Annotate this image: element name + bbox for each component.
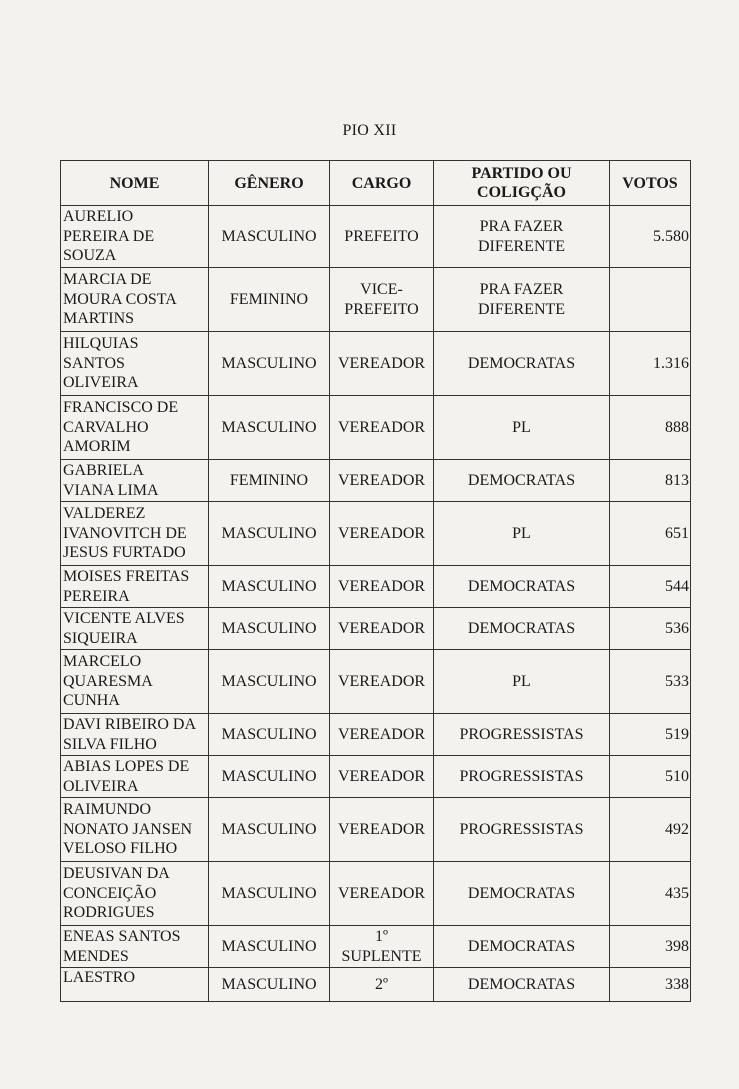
cell-votos: 651 [610,502,691,566]
cell-partido: PL [434,396,610,460]
cell-genero: MASCULINO [209,608,330,650]
table-row [61,862,691,926]
cell-cargo: VEREADOR [330,650,434,714]
cell-genero: MASCULINO [209,968,330,1002]
cell-genero: MASCULINO [209,396,330,460]
cell-nome: RAIMUNDO NONATO JANSEN VELOSO FILHO [61,798,209,862]
table-row [61,332,691,396]
cell-votos: 888 [610,396,691,460]
cell-votos: 510 [610,756,691,798]
cell-votos: 492 [610,798,691,862]
cell-partido: DEMOCRATAS [434,968,610,1002]
table-row [61,650,691,714]
cell-genero: MASCULINO [209,714,330,756]
cell-votos: 435 [610,862,691,926]
header-cargo: CARGO [330,161,434,206]
table-row [61,798,691,862]
cell-genero: MASCULINO [209,502,330,566]
cell-cargo: VEREADOR [330,460,434,502]
cell-partido: PRA FAZER DIFERENTE [434,206,610,268]
table-row [61,714,691,756]
cell-nome: ABIAS LOPES DE OLIVEIRA [61,756,209,798]
cell-cargo: VEREADOR [330,798,434,862]
cell-genero: MASCULINO [209,332,330,396]
cell-partido: DEMOCRATAS [434,332,610,396]
cell-nome: DAVI RIBEIRO DA SILVA FILHO [61,714,209,756]
cell-votos: 1.316 [610,332,691,396]
cell-partido: DEMOCRATAS [434,862,610,926]
table-header-row [61,161,691,206]
header-genero: GÊNERO [209,161,330,206]
table-row [61,460,691,502]
cell-nome: AURELIO PEREIRA DE SOUZA [61,206,209,268]
header-nome: NOME [61,161,209,206]
cell-nome: VALDEREZ IVANOVITCH DE JESUS FURTADO [61,502,209,566]
table-row [61,396,691,460]
cell-cargo: 1º SUPLENTE [330,926,434,968]
cell-genero: MASCULINO [209,862,330,926]
cell-cargo: VEREADOR [330,502,434,566]
table-row [61,968,691,1002]
cell-votos: 519 [610,714,691,756]
header-votos: VOTOS [610,161,691,206]
cell-nome: GABRIELA VIANA LIMA [61,460,209,502]
cell-nome: DEUSIVAN DA CONCEIÇÃO RODRIGUES [61,862,209,926]
cell-cargo: VEREADOR [330,714,434,756]
table-row [61,268,691,332]
cell-cargo: VEREADOR [330,756,434,798]
cell-genero: MASCULINO [209,650,330,714]
cell-nome: VICENTE ALVES SIQUEIRA [61,608,209,650]
table-row [61,608,691,650]
cell-partido: PL [434,502,610,566]
cell-partido: DEMOCRATAS [434,608,610,650]
cell-partido: DEMOCRATAS [434,926,610,968]
cell-votos: 544 [610,566,691,608]
cell-partido: DEMOCRATAS [434,566,610,608]
table-row [61,502,691,566]
cell-partido: PL [434,650,610,714]
cell-cargo: VEREADOR [330,566,434,608]
cell-genero: MASCULINO [209,926,330,968]
cell-nome: FRANCISCO DE CARVALHO AMORIM [61,396,209,460]
cell-votos: 536 [610,608,691,650]
cell-votos: 813 [610,460,691,502]
cell-cargo: PREFEITO [330,206,434,268]
cell-genero: FEMININO [209,268,330,332]
results-table [60,160,691,1002]
cell-cargo: VEREADOR [330,332,434,396]
cell-nome: ENEAS SANTOS MENDES [61,926,209,968]
table-body [61,206,691,1002]
table-row [61,206,691,268]
cell-genero: FEMININO [209,460,330,502]
cell-partido: PROGRESSISTAS [434,756,610,798]
cell-cargo: VEREADOR [330,862,434,926]
cell-genero: MASCULINO [209,206,330,268]
header-partido: PARTIDO OU COLIGÇÃO [434,161,610,206]
cell-nome: MARCELO QUARESMA CUNHA [61,650,209,714]
cell-partido: PROGRESSISTAS [434,798,610,862]
table-row [61,566,691,608]
cell-nome: MOISES FREITAS PEREIRA [61,566,209,608]
page-title: PIO XII [342,122,397,139]
cell-cargo: 2º [330,968,434,1002]
table-row [61,926,691,968]
cell-votos [610,268,691,332]
cell-genero: MASCULINO [209,566,330,608]
cell-votos: 5.580 [610,206,691,268]
cell-partido: PROGRESSISTAS [434,714,610,756]
cell-partido: PRA FAZER DIFERENTE [434,268,610,332]
cell-nome: HILQUIAS SANTOS OLIVEIRA [61,332,209,396]
cell-genero: MASCULINO [209,756,330,798]
cell-genero: MASCULINO [209,798,330,862]
cell-cargo: VEREADOR [330,396,434,460]
cell-cargo: VICE- PREFEITO [330,268,434,332]
cell-partido: DEMOCRATAS [434,460,610,502]
table-row [61,756,691,798]
cell-votos: 533 [610,650,691,714]
cell-nome: MARCIA DE MOURA COSTA MARTINS [61,268,209,332]
cell-votos: 338 [610,968,691,1002]
cell-votos: 398 [610,926,691,968]
cell-nome: LAESTRO [61,968,209,1002]
cell-cargo: VEREADOR [330,608,434,650]
